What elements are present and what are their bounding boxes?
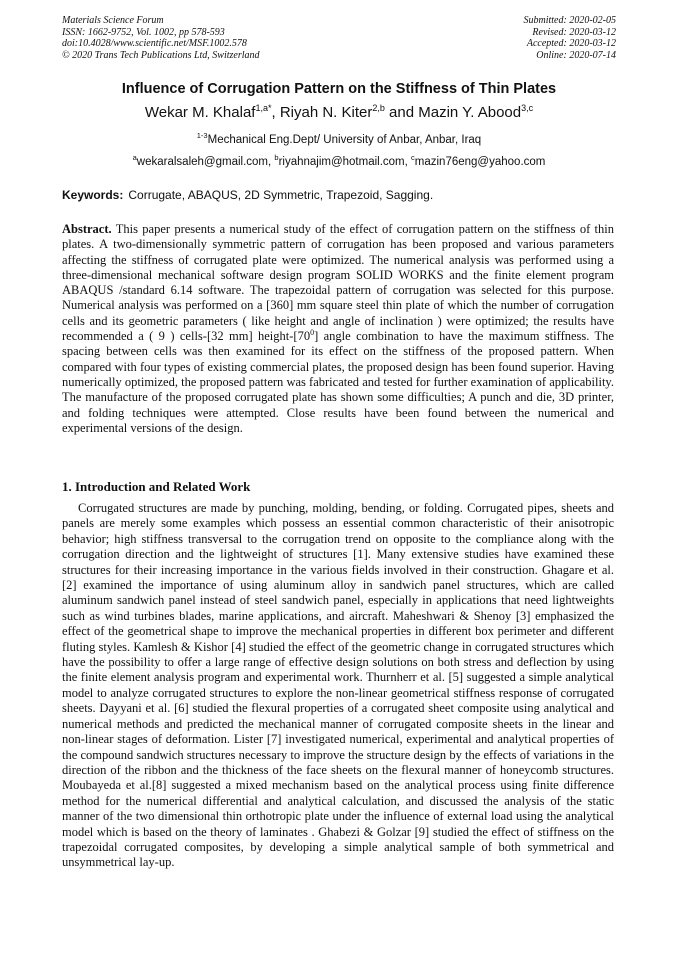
author-affiliation-mark: 2,b: [372, 103, 385, 113]
author-separator: ,: [271, 104, 280, 121]
dates-header: [524, 15, 617, 61]
submitted-date: Submitted: 2020-02-05: [523, 15, 616, 26]
journal-name: Materials Science Forum: [62, 15, 164, 26]
email-list: [0, 153, 678, 168]
email-mark: b: [274, 153, 279, 162]
revised-date: Revised: 2020-03-12: [532, 26, 616, 38]
author-affiliation-mark: 3,c: [521, 103, 534, 113]
author-name: Mazin Y. Abood: [418, 104, 522, 121]
email-mark: c: [411, 153, 415, 162]
author-affiliation-mark: 1,a*: [255, 103, 272, 113]
affiliation-text: Mechanical Eng.Dept/ University of Anbar, Anbar, Iraq: [207, 133, 482, 146]
email-separator: ,: [268, 155, 275, 168]
online-date: Online: 2020-07-14: [536, 49, 616, 61]
section-heading: 1. Introduction and Related Work: [62, 479, 251, 494]
keywords-label: Keywords:: [62, 188, 124, 202]
author-separator: and: [384, 104, 419, 121]
author-list: [0, 103, 678, 121]
email-address[interactable]: wekaralsaleh@gmail.com: [136, 155, 268, 168]
email-separator: ,: [404, 155, 412, 168]
copyright-line: © 2020 Trans Tech Publications Ltd, Switzerland: [62, 49, 260, 61]
author-name: Riyah N. Kiter: [279, 104, 373, 121]
degree-superscript: 0: [310, 327, 315, 337]
keywords: [62, 188, 618, 202]
affiliation: [0, 131, 678, 146]
keywords-text: Corrugate, ABAQUS, 2D Symmetric, Trapezoid, Sagging.: [128, 188, 434, 202]
paper-title: Influence of Corrugation Pattern on the Stiffness of Thin Plates: [121, 81, 557, 97]
email-address[interactable]: mazin76eng@yahoo.com: [414, 155, 546, 168]
abstract-label: Abstract.: [62, 222, 112, 236]
email-address[interactable]: riyahnajim@hotmail.com: [278, 155, 405, 168]
abstract: [62, 222, 614, 436]
journal-info-header: [62, 15, 260, 61]
introduction-paragraph: Corrugated structures are made by punching, molding, bending, or folding. Corrugated pipes, sheets and panels are merely some examples which possess an essential common characteristic of their anisotropic behavior; high stiffness transversal to the corrugation trend on opposite to the compliance along with the corrugation direction and the lightweight of structures [1]. Many extensive studies have examined these structures for their increasing importance in the various fields involved in their construction. Ghagare et al. [2] examined the importance of using aluminum alloy in sandwich panel structures, which are called aluminum sandwich panel instead of steel sandwich panel, especially in applications that need lightweights such as wind turbines blades, marine applications, and aircraft. Maheshwari & Shenoy [3] emphasized the effect of the geometrical shape to improve the mechanical properties in different box perimeter and different fluting styles. Kamlesh & Kishor [4] studied the effect of the geometric change in corrugated structures which have the possibility to offer a large range of effective design solutions on both stress and deflection by using the finite element analysis program and experimental work. Thurnherr et al. [5] suggested a simple analytical model to analyze corrugated structures to explore the non-linear geometrical stiffness response of corrugated sheets. Dayyani et al. [6] studied the flexural properties of a corrugated sheet composite using analytical and numerical methods and predicted the mechanical manner of corrugated composite sheets in the linear and non-linear stages of deformation. Lister [7] investigated numerical, experimental and analytical properties of the compound sandwich structures necessary to improve the structure design by the effects of variations in the direction of the ribbon and the thickness of the face sheets on the flexural manner of honeycomb structures. Moubayeda et al.[8] suggested a mixed mechanism based on the analytical process using finite difference method for the numerical differential and analytical calculation, and discussed the analysis of the static manner of the two dimensional thin orthotropic plate under the influence of external load using the analytical model which is based on the theory of laminates . Ghabezi & Golzar [9] studied the effect of stiffness on the trapezoidal corrugated composites, by developing a simple analytical sample of both symmetrical and unsymmetrical lay-up.: [62, 501, 614, 870]
issn-volume: ISSN: 1662-9752, Vol. 1002, pp 578-593: [62, 26, 225, 38]
doi-link[interactable]: doi:10.4028/www.scientific.net/MSF.1002.578: [62, 38, 247, 50]
affiliation-mark: 1-3: [196, 131, 208, 140]
email-mark: a: [132, 153, 137, 162]
abstract-text-continued: ] angle combination to have the maximum stiffness. The spacing between cells was then examined for its effect on the stiffness of the proposed pattern. When compared with four types of existing commercial plates, the proposed design has been found superior. Having numerically optimized, the proposed pattern was fabricated and tested for further examination of applicability. The manufacture of the proposed corrugated plate has shown some difficulties; A punch and die, 3D printer, and folding techniques were attempted. Close results have been found between the numerical and experimental versions of the design.: [62, 329, 614, 435]
abstract-text: This paper presents a numerical study of the effect of corrugation pattern on the stiffness of thin plates. A two-dimensionally symmetric pattern of corrugation has been proposed and various parameters affecting the stiffness of corrugated plate were optimized. The numerical analysis was performed using a three-dimensional mechanical software design program SOLID WORKS and the finite element program ABAQUS /standard 6.14 software. The trapezoidal pattern of corrugation was selected for this purpose. Numerical analysis was performed on a [360] mm square steel thin plate of which the number of corrugation cells and its geometric parameters ( like height and angle of inclination ) were optimized; the results have recommended a ( 9 ) cells-[32 mm] height-[70: [62, 222, 614, 344]
accepted-date: Accepted: 2020-03-12: [526, 38, 616, 50]
author-name: Wekar M. Khalaf: [144, 104, 256, 121]
